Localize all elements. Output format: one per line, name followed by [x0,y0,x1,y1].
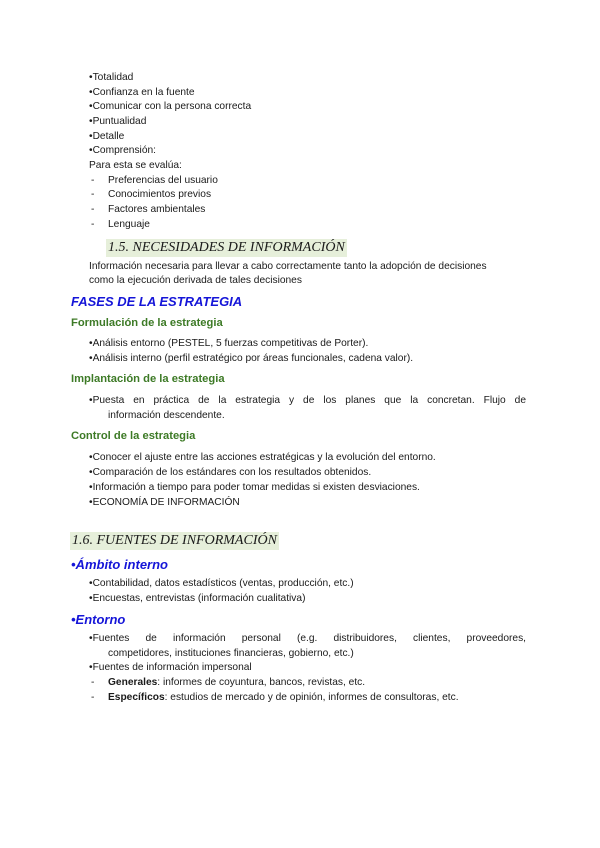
dash-bullet: - [91,677,95,688]
list-item: Factores ambientales [108,204,206,215]
section-heading: 1.5. NECESIDADES DE INFORMACIÓN [108,240,345,255]
list-item: •Análisis interno (perfil estratégico por áreas funcionales, cadena valor). [89,353,414,364]
dash-bullet: - [91,189,95,200]
list-item: •Comprensión: [89,145,156,156]
interno-heading: •Ámbito interno [71,557,168,572]
dash-bullet: - [91,692,95,703]
list-item-continuation: información descendente. [108,410,225,421]
list-item [108,676,365,691]
evaluate-intro: Para esta se evalúa: [89,160,182,171]
list-item: Preferencias del usuario [108,175,218,186]
list-item [108,691,459,706]
list-item: •Contabilidad, datos estadísticos (ventas, producción, etc.) [89,578,354,589]
section-heading: 1.6. FUENTES DE INFORMACIÓN [72,533,277,548]
especificos-label: Específicos [108,692,165,703]
list-item: •Detalle [89,131,125,142]
dash-bullet: - [91,204,95,215]
list-item: •Totalidad [89,72,134,83]
list-item: •Confianza en la fuente [89,87,195,98]
paragraph-line: Información necesaria para llevar a cabo correctamente tanto la adopción de decisiones [89,261,487,272]
list-item-continuation: competidores, instituciones financieras, gobierno, etc.) [108,648,354,659]
list-item: •Puesta en práctica de la estrategia y de los planes que la concretan. Flujo de [89,395,526,406]
fases-heading: FASES DE LA ESTRATEGIA [71,294,243,309]
list-item: •ECONOMÍA DE INFORMACIÓN [89,497,240,508]
implantacion-heading: Implantación de la estrategia [71,373,225,385]
list-item: Lenguaje [108,219,150,230]
especificos-text: : estudios de mercado y de opinión, informes de consultoras, etc. [164,692,459,703]
list-item: •Fuentes de información impersonal [89,662,252,673]
list-item: •Información a tiempo para poder tomar medidas si existen desviaciones. [89,482,420,493]
generales-text: : informes de coyuntura, bancos, revistas, etc. [157,677,366,688]
control-heading: Control de la estrategia [71,430,196,442]
list-item: •Fuentes de información personal (e.g. distribuidores, clientes, proveedores, [89,633,526,644]
generales-label: Generales [108,677,158,688]
dash-bullet: - [91,219,95,230]
list-item: Conocimientos previos [108,189,212,200]
list-item: •Análisis entorno (PESTEL, 5 fuerzas competitivas de Porter). [89,338,369,349]
entorno-heading: •Entorno [71,612,126,627]
list-item: •Conocer el ajuste entre las acciones estratégicas y la evolución del entorno. [89,452,436,463]
list-item: •Comparación de los estándares con los resultados obtenidos. [89,467,372,478]
dash-bullet: - [91,175,95,186]
list-item: •Encuestas, entrevistas (información cualitativa) [89,593,306,604]
list-item: •Puntualidad [89,116,147,127]
paragraph-line: como la ejecución derivada de tales decisiones [89,275,302,286]
formulacion-heading: Formulación de la estrategia [71,317,223,329]
list-item: •Comunicar con la persona correcta [89,101,252,112]
